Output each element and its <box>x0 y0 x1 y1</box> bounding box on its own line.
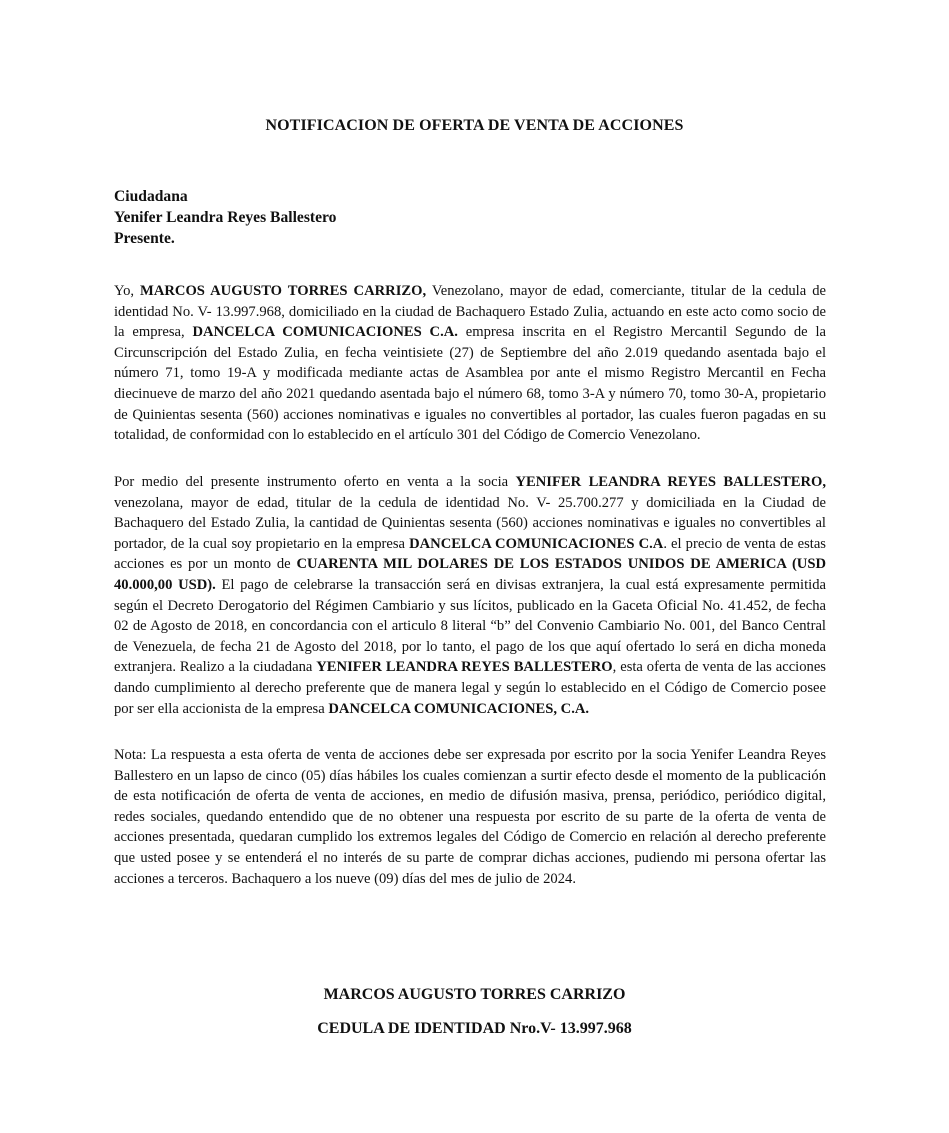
bold-run: DANCELCA COMUNICACIONES C.A <box>409 535 664 552</box>
document-title: NOTIFICACION DE OFERTA DE VENTA DE ACCIONES <box>265 117 684 134</box>
paragraph-note: Nota: La respuesta a esta oferta de venta de acciones debe ser expresada por escrito por la socia Yenifer Leandra Reyes Ballestero en un lapso de cinco (05) días hábiles los cuales comienzan a surtir efecto desde el momento de la publicación de esta notificación de oferta de venta de acciones, en medio de difusión masiva, prensa, periódico, periódico digital, redes sociales, quedando entendido que de no obtener una respuesta por escrito de su parte de la oferta de venta de acciones presentada, quedaran cumplido los extremos legales del Código de Comercio en relación al derecho preferente que usted posee y se entenderá el no interés de su parte de comprar dichas acciones, pudiendo mi persona ofertar las acciones a terceros. Bachaquero a los nueve (09) días del mes de julio de 2024. <box>114 747 826 887</box>
addressee-block <box>114 186 336 249</box>
text-run: venezolana, mayor de edad, titular de la cedula de identidad No. V- 25.700.277 y domiciliada en la Ciudad de Bachaquero del Estado Zulia, la cantidad de Quinientas sesenta (560) acciones nominativas e iguales no convertibles al portador, de la cual soy propietario en la empresa <box>114 494 826 552</box>
text-run: Por medio del presente instrumento oferto en venta a la socia <box>114 474 516 490</box>
text-run: empresa inscrita en el Registro Mercantil Segundo de la Circunscripción del Estado Zulia, en fecha veintisiete (27) de Septiembre del año 2.019 quedando asentada bajo el número 71, tomo 19-A y modificada mediante actas de Asamblea por ante el mismo Registro Mercantil en Fecha diecinueve de marzo del año 2021 quedando asentada bajo el número 68, tomo 3-A y número 70, tomo 30-A, propietario de Quinientas sesenta (560) acciones nominativas e iguales no convertibles al portador, las cuales fueron pagadas en su totalidad, de conformidad con lo establecido en el artículo 301 del Código de Comercio Venezolano. <box>114 324 826 444</box>
addressee-salutation: Ciudadana <box>114 188 188 205</box>
bold-run: DANCELCA COMUNICACIONES, C.A. <box>328 700 590 717</box>
bold-run: YENIFER LEANDRA REYES BALLESTERO <box>316 659 613 676</box>
bold-run: CUARENTA MIL DOLARES DE LOS ESTADOS UNIDOS DE AMERICA (USD 40.000,00 USD). <box>114 556 826 593</box>
addressee-presente: Presente. <box>114 230 175 247</box>
signature-name: MARCOS AUGUSTO TORRES CARRIZO <box>323 986 626 1003</box>
paragraph-declaration <box>114 281 826 446</box>
bold-run: DANCELCA COMUNICACIONES C.A. <box>192 324 458 341</box>
addressee-name: Yenifer Leandra Reyes Ballestero <box>114 209 337 226</box>
text-run: Yo, <box>114 283 141 299</box>
bold-run: YENIFER LEANDRA REYES BALLESTERO, <box>515 474 826 490</box>
bold-run: MARCOS AUGUSTO TORRES CARRIZO, <box>140 283 427 299</box>
text-run: . el precio de venta de estas acciones es por un monto de <box>114 535 826 573</box>
signature-id: CEDULA DE IDENTIDAD Nro.V- 13.997.968 <box>317 1020 632 1037</box>
paragraph-offer <box>114 472 826 719</box>
text-run: , esta oferta de venta de las acciones dando cumplimiento al derecho preferente que de manera legal y según lo establecido en el Código de Comercio posee por ser ella accionista de la empresa <box>114 659 826 717</box>
text-run: Venezolano, mayor de edad, comerciante, titular de la cedula de identidad No. V- 13.997.968, domiciliado en la ciudad de Bachaquero Estado Zulia, actuando en este acto como socio de la empresa, <box>114 283 826 341</box>
text-run: El pago de celebrarse la transacción será en divisas extranjera, la cual está expresamente permitida según el Decreto Derogatorio del Régimen Cambiario y sus lícitos, publicado en la Gaceta Oficial No. 41.452, de fecha 02 de Agosto de 2018, en concordancia con el articulo 8 literal “b” del Convenio Cambiario No. 001, del Banco Central de Venezuela, de fecha 21 de Agosto del 2018, por lo tanto, el pago de los que aquí ofertado lo será en dicha moneda extranjera. Realizo a la ciudadana <box>114 576 826 676</box>
